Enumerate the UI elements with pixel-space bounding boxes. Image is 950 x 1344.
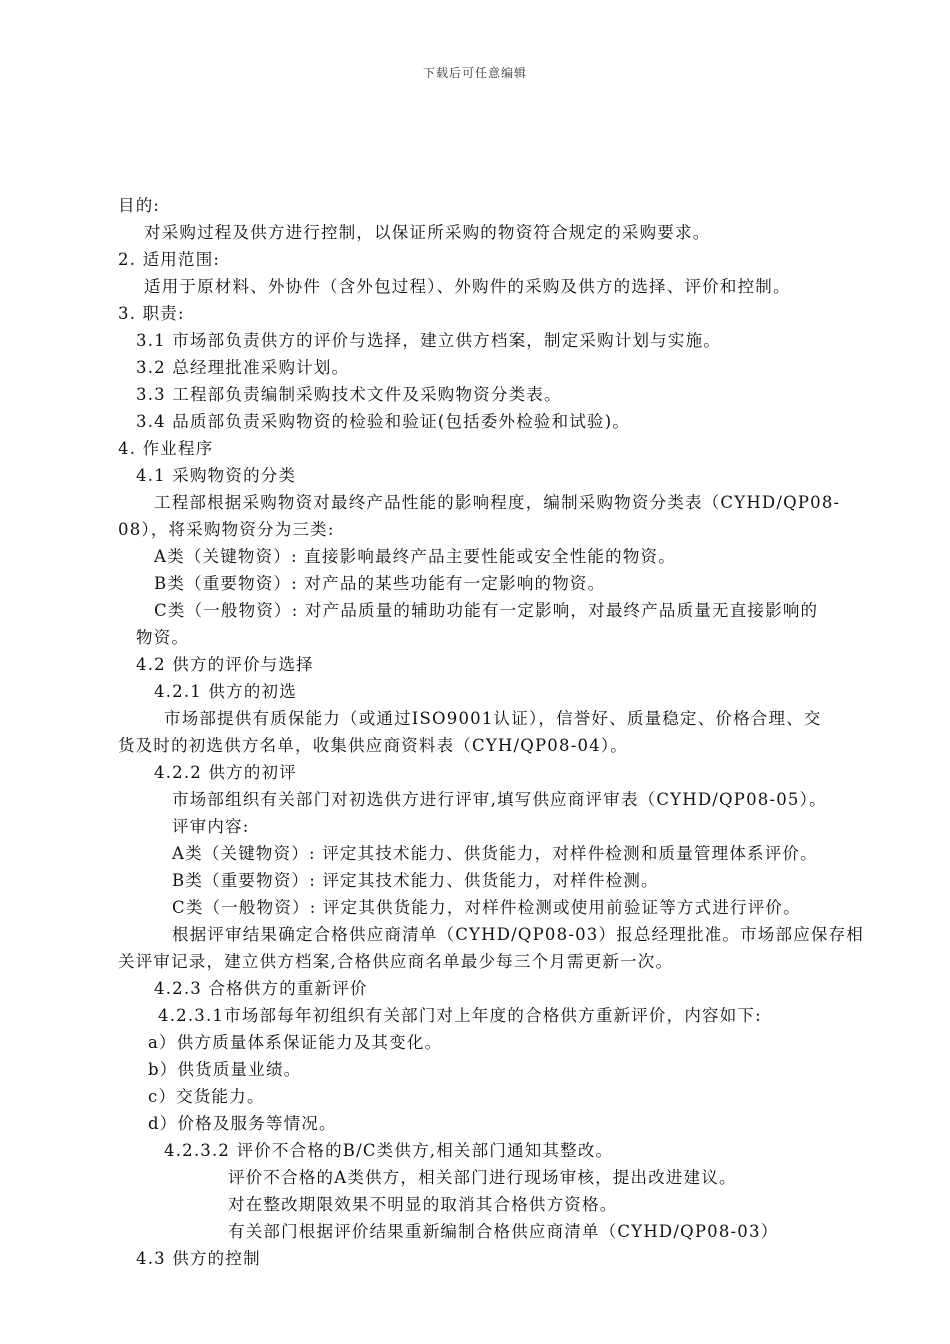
paragraph-line: 4.2.3.2 评价不合格的B/C类供方,相关部门通知其整改。 (164, 1141, 614, 1160)
subsubsection-heading: 4.2.3 合格供方的重新评价 (154, 979, 368, 998)
paragraph-line: 根据评审结果确定合格供应商清单（CYHD/QP08-03）报总经理批准。市场部应保存相 (172, 925, 864, 944)
paragraph-line: 市场部提供有质保能力（或通过ISO9001认证），信誉好、质量稳定、价格合理、交 (164, 709, 822, 728)
paragraph-line: 评审内容: (172, 817, 250, 836)
category-item-a: A类（关键物资）: 直接影响最终产品主要性能或安全性能的物资。 (154, 547, 676, 566)
section-heading-scope: 2. 适用范围: (118, 250, 221, 269)
paragraph-line: 关评审记录，建立供方档案,合格供应商名单最少每三个月需更新一次。 (118, 952, 674, 971)
section-heading-purpose: 目的: (118, 196, 161, 215)
subsubsection-heading: 4.2.1 供方的初选 (154, 682, 297, 701)
page-header-note: 下载后可任意编辑 (422, 66, 527, 80)
paragraph-line: 货及时的初选供方名单，收集供应商资料表（CYH/QP08-04）。 (118, 736, 629, 755)
list-item: c）交货能力。 (148, 1087, 265, 1106)
list-item: d）价格及服务等情况。 (148, 1114, 337, 1133)
review-item-c: C类（一般物资）: 评定其供货能力，对样件检测或使用前验证等方式进行评价。 (172, 898, 801, 917)
subsection-heading: 4.1 采购物资的分类 (136, 466, 297, 485)
list-item: a）供方质量体系保证能力及其变化。 (148, 1033, 443, 1052)
paragraph-purpose: 对采购过程及供方进行控制，以保证所采购的物资符合规定的采购要求。 (144, 223, 711, 242)
paragraph-line: 评价不合格的A类供方，相关部门进行现场审核，提出改进建议。 (228, 1168, 737, 1187)
review-item-a: A类（关键物资）: 评定其技术能力、供货能力，对样件检测和质量管理体系评价。 (172, 844, 818, 863)
subsubsection-heading: 4.2.2 供方的初评 (154, 763, 297, 782)
paragraph-scope: 适用于原材料、外协件（含外包过程）、外购件的采购及供方的选择、评价和控制。 (144, 277, 791, 296)
paragraph-line: 有关部门根据评价结果重新编制合格供应商清单（CYHD/QP08-03） (228, 1222, 779, 1241)
section-heading-procedure: 4. 作业程序 (118, 439, 214, 458)
subsection-heading: 4.2 供方的评价与选择 (136, 655, 314, 674)
review-item-b: B类（重要物资）: 评定其技术能力、供货能力，对样件检测。 (172, 871, 659, 890)
duty-item: 3.3 工程部负责编制采购技术文件及采购物资分类表。 (136, 385, 562, 404)
paragraph-line: 4.2.3.1市场部每年初组织有关部门对上年度的合格供方重新评价，内容如下: (158, 1006, 762, 1025)
section-heading-duties: 3. 职责: (118, 304, 185, 323)
duty-item: 3.1 市场部负责供方的评价与选择，建立供方档案，制定采购计划与实施。 (136, 331, 721, 350)
paragraph-line: 市场部组织有关部门对初选供方进行评审,填写供应商评审表（CYHD/QP08-05）。 (172, 790, 827, 809)
paragraph-line: 工程部根据采购物资对最终产品性能的影响程度，编制采购物资分类表（CYHD/QP08- (154, 493, 841, 512)
category-item-c: C类（一般物资）: 对产品质量的辅助功能有一定影响，对最终产品质量无直接影响的 (154, 601, 819, 620)
duty-item: 3.2 总经理批准采购计划。 (136, 358, 350, 377)
paragraph-line: 对在整改期限效果不明显的取消其合格供方资格。 (228, 1195, 618, 1214)
list-item: b）供货质量业绩。 (148, 1060, 302, 1079)
paragraph-line: 08），将采购物资分为三类: (118, 520, 335, 539)
paragraph-line: 物资。 (136, 628, 190, 647)
document-body (118, 192, 888, 1272)
duty-item: 3.4 品质部负责采购物资的检验和验证(包括委外检验和试验)。 (136, 412, 631, 431)
category-item-b: B类（重要物资）: 对产品的某些功能有一定影响的物资。 (154, 574, 606, 593)
subsection-heading: 4.3 供方的控制 (136, 1249, 261, 1268)
